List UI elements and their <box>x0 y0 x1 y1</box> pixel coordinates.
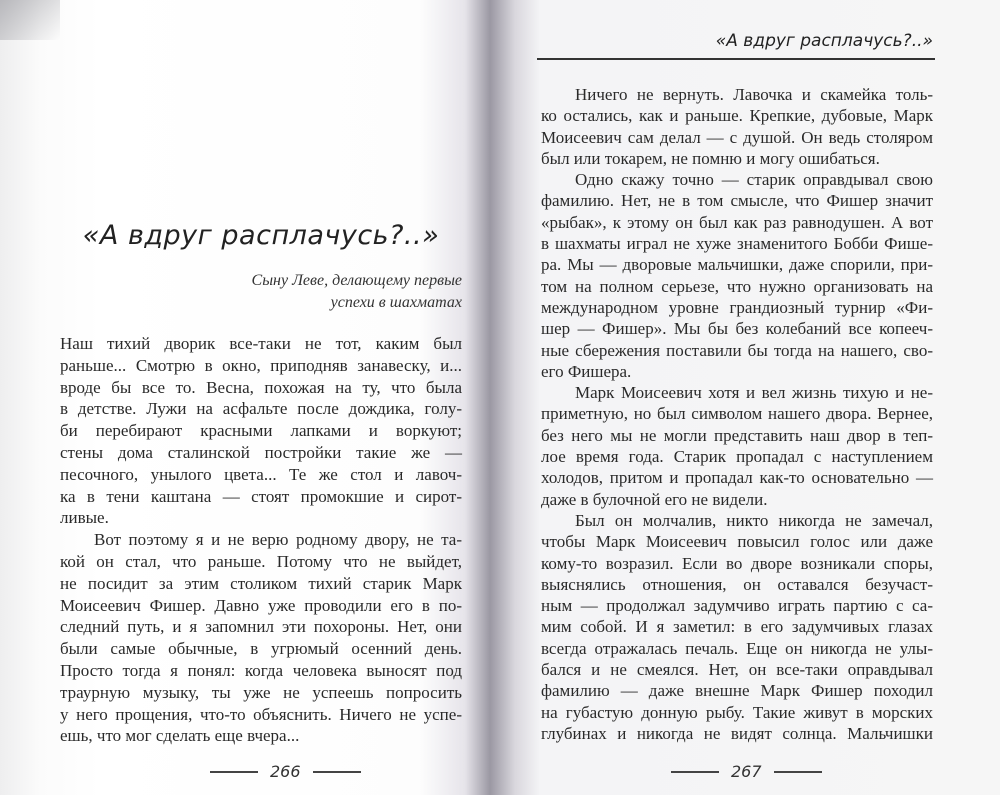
text-line: мим собой. И я заметил: в его задумчивых глазах <box>541 617 933 637</box>
text-line: фамилию — даже внешне Марк Фишер походил <box>541 681 933 701</box>
text-line: фамилию. Нет, не в том смысле, что Фишер значит <box>541 191 933 211</box>
text-line: песочного, унылого цвета... Те же стол и лавоч- <box>60 464 462 484</box>
text-line: Одно скажу точно — старик оправдывал свою <box>575 170 933 190</box>
text-line: стены дома сталинской постройки такие же — <box>60 442 462 462</box>
text-line: были самые обычные, в угрюмый осенний день. <box>60 639 462 659</box>
folio-dash <box>671 771 719 773</box>
paragraph <box>60 529 462 747</box>
text-line: всегда отражалась печаль. Еще он никогда не улы- <box>541 638 933 658</box>
text-line: в детстве. Лужи на асфальте после дождика, голу- <box>60 399 462 419</box>
text-line: «рыбак», к этому он был как раз равнодушен. А вот <box>541 212 933 232</box>
text-line: глубинах и никогда не видят солнца. Мальчишки <box>541 723 933 743</box>
text-line: на губастую донную рыбу. Такие живут в морских <box>541 702 933 722</box>
folio-dash <box>313 771 361 773</box>
text-line: был или токарем, не помню и могу ошибаться. <box>541 148 880 168</box>
text-line: бался и не смеялся. Нет, он все-таки оправдывал <box>541 660 933 680</box>
text-line: вроде бы все то. Весна, похожая на ту, что была <box>60 377 462 397</box>
text-line: ным — продолжал задумчиво играть партию с са- <box>541 596 933 616</box>
folio-dash <box>210 771 258 773</box>
paragraph <box>60 333 462 529</box>
text-line: не посидит за этим столиком тихий старик Марк <box>60 573 462 593</box>
text-line: траурную музыку, ты уже не успеешь попросить <box>60 682 462 702</box>
scan-shadow <box>0 0 60 40</box>
epigraph-line: успехи в шахматах <box>330 294 462 311</box>
text-line: Был он молчалив, никто никогда не замечал, <box>575 510 933 530</box>
paragraph <box>541 84 933 169</box>
text-line: Моисеевич Фишер. Давно уже проводили его в по- <box>60 595 462 615</box>
body-text <box>541 84 933 744</box>
text-line: ко остались, как и раньше. Крепкие, дубовые, Марк <box>541 106 933 126</box>
text-line: даже в булочной его не видели. <box>541 489 768 509</box>
text-line: приметную, но был символом нашего двора. Вернее, <box>541 404 933 424</box>
page-number <box>210 762 361 782</box>
running-head: «А вдруг расплачусь?..» <box>715 31 933 51</box>
body-text <box>60 333 462 747</box>
text-line: Марк Моисеевич хотя и вел жизнь тихую и не- <box>575 383 933 403</box>
text-line: Вот поэтому я и не верю родному двору, не та- <box>94 530 462 550</box>
text-line: кому-то возразил. Если во дворе возникали споры, <box>541 553 933 573</box>
text-line: без него мы не могли представить наш двор в теп- <box>541 425 933 445</box>
page-number-text: 267 <box>731 762 762 781</box>
text-line: ные сбережения поставили бы тогда на нашего, сво- <box>541 340 933 360</box>
text-line: ра. Мы — дворовые мальчишки, даже спорили, при- <box>541 255 933 275</box>
text-line: Просто тогда я понял: когда человека выносят под <box>60 660 462 680</box>
text-line: ка в тени каштана — стоят промокшие и сирот- <box>60 486 462 506</box>
paragraph <box>541 382 933 510</box>
paragraph <box>541 510 933 744</box>
text-line: ешь, что мог сделать еще вчера... <box>60 726 300 746</box>
text-line: Ничего не вернуть. Лавочка и скамейка толь- <box>575 85 933 104</box>
text-line: Наш тихий дворик все-таки не тот, каким был <box>60 334 462 353</box>
text-line: лое время года. Старик пропадал с наступлением <box>541 447 933 467</box>
text-line: следний путь, и я запомнил эти похороны. Нет, они <box>60 617 462 637</box>
epigraph-line: Сыну Леве, делающему первые <box>251 272 462 289</box>
text-line: его Фишера. <box>541 361 632 381</box>
text-line: том на полном серьезе, что нужно организовать на <box>541 276 933 296</box>
page-number <box>671 762 822 782</box>
paragraph <box>541 169 933 382</box>
folio-dash <box>774 771 822 773</box>
text-line: у него прощения, что-то объяснить. Ничего не успе- <box>60 704 462 724</box>
text-line: холодов, притом и пропадал как-то основательно — <box>541 468 933 488</box>
text-line: би перебирают красными лапками и воркуют; <box>60 421 462 441</box>
text-line: кой он стал, что раньше. Потому что не выйдет, <box>60 551 462 571</box>
text-line: ливые. <box>60 508 109 528</box>
epigraph <box>252 270 462 314</box>
text-line: в шахматы играл не хуже знаменитого Бобби Фише- <box>541 234 933 254</box>
header-rule <box>537 58 935 60</box>
page-number-text: 266 <box>270 762 301 781</box>
text-line: Моисеевич сам делал — с душой. Он ведь столяром <box>541 127 933 147</box>
text-line: чтобы Марк Моисеевич повысил голос или даже <box>541 532 933 552</box>
text-line: раньше... Смотрю в окно, приподняв занавеску, и... <box>60 355 462 375</box>
text-line: международном уровне грандиозный турнир «Фи- <box>541 297 933 317</box>
text-line: шер — Фишер». Мы бы без колебаний все копееч- <box>541 319 933 339</box>
text-line: выяснялись отношения, он оставался безучаст- <box>541 574 933 594</box>
chapter-title: «А вдруг расплачусь?..» <box>82 220 440 251</box>
